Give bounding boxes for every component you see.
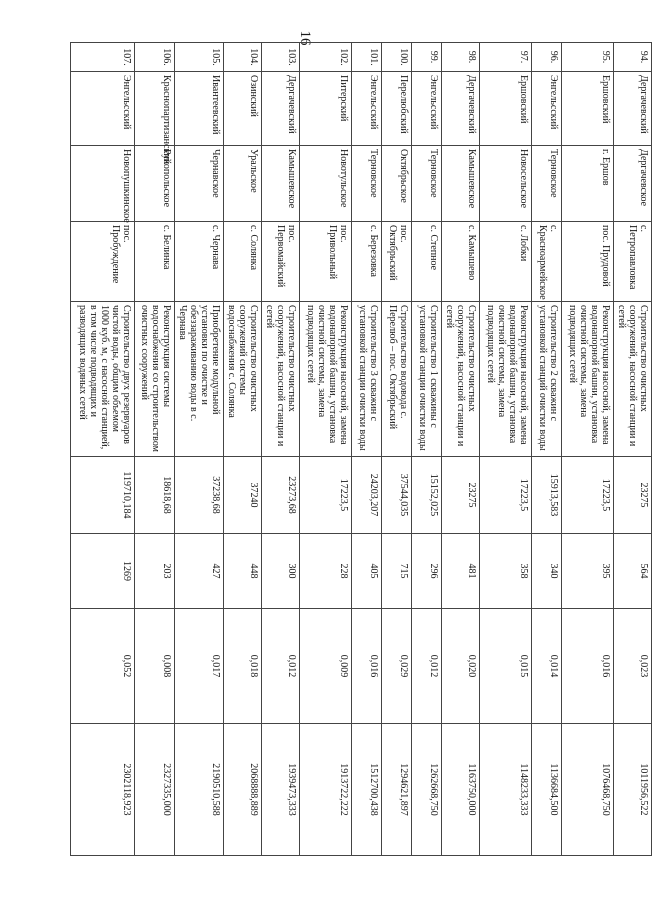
cell-ratio: 0,009 (300, 609, 352, 724)
cell-capacity: 18618,68 (135, 457, 175, 534)
cell-settlement: Камышевское (262, 146, 300, 222)
cell-ratio: 0,012 (262, 609, 300, 724)
cell-locality: с. Солянка (224, 222, 262, 302)
cell-work: Строительство 2 скважин с установкой станций очистки воды (532, 302, 562, 457)
cell-ratio: 0,016 (352, 609, 382, 724)
cell-district: Дергачевский (614, 72, 652, 146)
data-table (70, 42, 652, 856)
cell-district: Дергачевский (262, 72, 300, 146)
table-row (262, 43, 300, 856)
cell-population: 395 (562, 534, 614, 609)
cell-population: 228 (300, 534, 352, 609)
cell-number: 105. (175, 43, 224, 72)
cell-cost: 1136684,500 (532, 724, 562, 856)
cell-ratio: 0,023 (614, 609, 652, 724)
cell-capacity: 37544,035 (382, 457, 412, 534)
cell-population: 1269 (71, 534, 135, 609)
table-row (480, 43, 532, 856)
cell-district: Энгельсский (71, 72, 135, 146)
cell-number: 101. (352, 43, 382, 72)
cell-work: Строительство очистных сооружений, насосной станции и сетей (262, 302, 300, 457)
cell-settlement: Октябрьское (382, 146, 412, 222)
table-row (442, 43, 480, 856)
cell-locality: пос. Прудовой (562, 222, 614, 302)
cell-settlement: Терновское (352, 146, 382, 222)
cell-locality: с. Чернава (175, 222, 224, 302)
cell-locality: с. Белинка (135, 222, 175, 302)
table-row (135, 43, 175, 856)
table-row (382, 43, 412, 856)
cell-ratio: 0,017 (175, 609, 224, 724)
table-rotation-frame (77, 42, 652, 855)
cell-cost: 1512700,438 (352, 724, 382, 856)
table-row (412, 43, 442, 856)
cell-work: Приобретение модульной установки по очистке и обеззараживанию воды в с. Чернава (175, 302, 224, 457)
cell-number: 102. (300, 43, 352, 72)
cell-capacity: 15913,583 (532, 457, 562, 534)
cell-capacity: 37238,68 (175, 457, 224, 534)
cell-settlement: Камышевское (442, 146, 480, 222)
cell-population: 203 (135, 534, 175, 609)
cell-cost: 2302118,923 (71, 724, 135, 856)
cell-number: 100. (382, 43, 412, 72)
cell-cost: 1913722,222 (300, 724, 352, 856)
cell-number: 97. (480, 43, 532, 72)
cell-ratio: 0,015 (480, 609, 532, 724)
cell-work: Реконструкция насосной, замена водонапорной башни, установка очистной системы, замена подводящих сетей (480, 302, 532, 457)
cell-locality: с. Степное (412, 222, 442, 302)
cell-cost: 1011956,522 (614, 724, 652, 856)
cell-number: 98. (442, 43, 480, 72)
cell-cost: 1262668,750 (412, 724, 442, 856)
table-row (224, 43, 262, 856)
cell-number: 95. (562, 43, 614, 72)
cell-settlement: Новотульское (300, 146, 352, 222)
cell-number: 103. (262, 43, 300, 72)
cell-ratio: 0,052 (71, 609, 135, 724)
cell-capacity: 37240 (224, 457, 262, 534)
cell-work: Строительство очистных сооружений, насосной станции и сетей (614, 302, 652, 457)
cell-settlement: г. Ершов (562, 146, 614, 222)
cell-district: Питерский (300, 72, 352, 146)
cell-number: 104. (224, 43, 262, 72)
cell-settlement: Уральское (224, 146, 262, 222)
cell-locality: с. Красноармейское (532, 222, 562, 302)
cell-settlement: Терновское (412, 146, 442, 222)
cell-district: Озинский (224, 72, 262, 146)
cell-locality: пос. Октябрьский (382, 222, 412, 302)
cell-work: Строительство двух резервуаров чистой воды, общим объемом 1000 куб. м, с насосной станцией, в том числе подводящих и разводящих водяных сетей (71, 302, 135, 457)
cell-district: Энгельсский (352, 72, 382, 146)
cell-work: Строительство очистных сооружений, насосной станции и сетей (442, 302, 480, 457)
cell-settlement: Чернавское (175, 146, 224, 222)
cell-population: 715 (382, 534, 412, 609)
cell-population: 448 (224, 534, 262, 609)
cell-ratio: 0,016 (562, 609, 614, 724)
cell-work: Строительство 3 скважин с установкой станции очистки воды (352, 302, 382, 457)
cell-ratio: 0,012 (412, 609, 442, 724)
cell-capacity: 23275 (614, 457, 652, 534)
cell-district: Энгельсский (412, 72, 442, 146)
cell-ratio: 0,020 (442, 609, 480, 724)
cell-population: 427 (175, 534, 224, 609)
cell-work: Реконструкция системы водоснабжения со строительством очистных сооружений (135, 302, 175, 457)
cell-work: Реконструкция насосной, замена водонапорной башни, установка очистной системы, замена подводящих сетей (562, 302, 614, 457)
cell-district: Дергачевский (442, 72, 480, 146)
cell-number: 106. (135, 43, 175, 72)
cell-population: 340 (532, 534, 562, 609)
cell-settlement: Новопушкинское (71, 146, 135, 222)
cell-locality: с. Камышево (442, 222, 480, 302)
cell-cost: 1939473,333 (262, 724, 300, 856)
cell-locality: пос. Первомайский (262, 222, 300, 302)
cell-ratio: 0,008 (135, 609, 175, 724)
cell-work: Реконструкция насосной, замена водонапорной башни, установка очистной системы, замена подводящих сетей (300, 302, 352, 457)
cell-capacity: 23273,68 (262, 457, 300, 534)
cell-number: 94. (614, 43, 652, 72)
cell-cost: 2068888,889 (224, 724, 262, 856)
cell-number: 99. (412, 43, 442, 72)
cell-cost: 1163750,000 (442, 724, 480, 856)
cell-locality: пос. Привольный (300, 222, 352, 302)
cell-work: Строительство 1 скважины с установкой станции очистки воды (412, 302, 442, 457)
cell-ratio: 0,014 (532, 609, 562, 724)
cell-settlement: Терновское (532, 146, 562, 222)
cell-capacity: 15152,025 (412, 457, 442, 534)
table-row (562, 43, 614, 856)
cell-population: 358 (480, 534, 532, 609)
cell-population: 300 (262, 534, 300, 609)
cell-population: 564 (614, 534, 652, 609)
cell-cost: 1294621,897 (382, 724, 412, 856)
cell-cost: 2327335,000 (135, 724, 175, 856)
cell-capacity: 23275 (442, 457, 480, 534)
cell-cost: 1148233,333 (480, 724, 532, 856)
page-number: 16 (297, 30, 314, 46)
cell-district: Краснопартизанский (135, 72, 175, 146)
cell-capacity: 17223,5 (562, 457, 614, 534)
cell-capacity: 17223,5 (300, 457, 352, 534)
table-row (71, 43, 135, 856)
cell-population: 405 (352, 534, 382, 609)
cell-district: Ершовский (480, 72, 532, 146)
cell-locality: с. Петропавловка (614, 222, 652, 302)
cell-number: 107. (71, 43, 135, 72)
cell-locality: с. Лобки (480, 222, 532, 302)
cell-capacity: 24203,207 (352, 457, 382, 534)
table-row (352, 43, 382, 856)
cell-population: 481 (442, 534, 480, 609)
cell-ratio: 0,018 (224, 609, 262, 724)
cell-settlement: Рукопольское (135, 146, 175, 222)
cell-district: Перелюбский (382, 72, 412, 146)
table-row (175, 43, 224, 856)
cell-work: Строительство очистных сооружений системы водоснабжения с. Солянка (224, 302, 262, 457)
cell-settlement: Дергачевское (614, 146, 652, 222)
cell-district: Ершовский (562, 72, 614, 146)
cell-locality: с. Березовка (352, 222, 382, 302)
table-row (532, 43, 562, 856)
cell-cost: 2190510,588 (175, 724, 224, 856)
cell-settlement: Новосельское (480, 146, 532, 222)
cell-district: Энгельсский (532, 72, 562, 146)
table-row (300, 43, 352, 856)
cell-capacity: 119710,184 (71, 457, 135, 534)
cell-cost: 1076468,750 (562, 724, 614, 856)
cell-ratio: 0,029 (382, 609, 412, 724)
cell-population: 296 (412, 534, 442, 609)
cell-locality: пос. Пробуждение (71, 222, 135, 302)
cell-work: Строительство водовода с. Перелюб – пос. Октябрьский (382, 302, 412, 457)
table-row (614, 43, 652, 856)
cell-number: 96. (532, 43, 562, 72)
cell-capacity: 17223,5 (480, 457, 532, 534)
cell-district: Ивантеевский (175, 72, 224, 146)
